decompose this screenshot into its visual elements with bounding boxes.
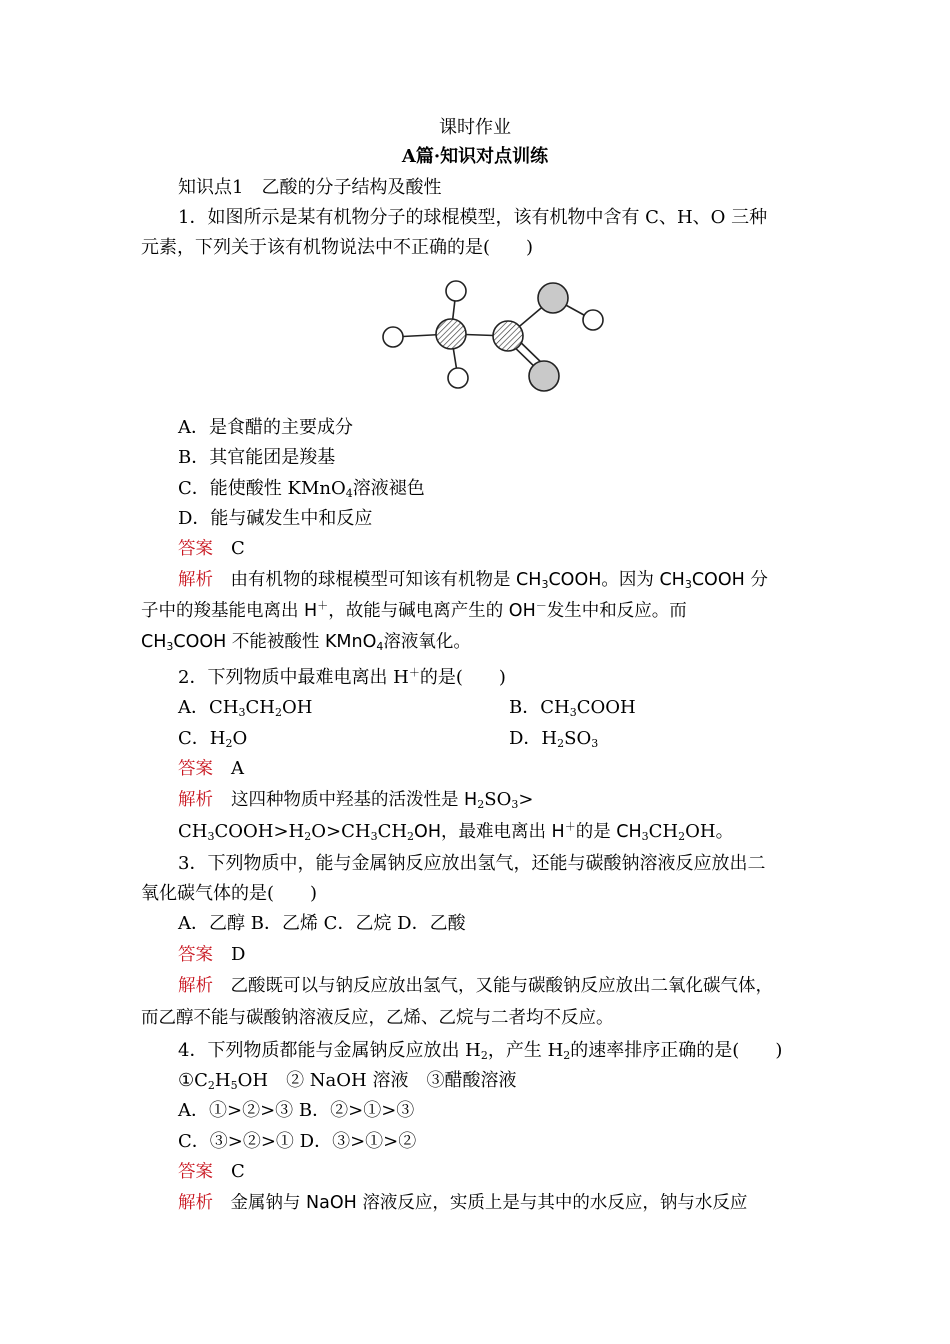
hydrogen-atom — [583, 310, 603, 330]
q1-analysis-line3: $CH_3COOH$ 不能被酸性 KMnO$_4$溶液氧化。 — [141, 632, 471, 653]
q2-answer: 答案 A — [178, 758, 244, 779]
q1-stem-line1: 1．如图所示是某有机物分子的球棍模型，该有机物中含有 C、H、O 三种 — [178, 207, 768, 228]
analysis-label: 解析 — [178, 570, 213, 590]
hydrogen-atom — [446, 281, 466, 301]
q1-option-a: A．是食醋的主要成分 — [178, 417, 353, 438]
q2-stem: 2．下列物质中最难电离出 H＋的是( ) — [178, 666, 506, 688]
q1-stem-line2: 元素，下列关于该有机物说法中不正确的是( ) — [141, 237, 534, 258]
q2-option-c: C．$H_2O$ — [178, 728, 248, 750]
q3-analysis-line2: 而乙醇不能与碳酸钠溶液反应，乙烯、乙烷与二者均不反应。 — [141, 1008, 614, 1028]
page-title: 课时作业 — [439, 117, 511, 138]
hydrogen-atom — [383, 327, 403, 347]
q1-option-d: D．能与碱发生中和反应 — [178, 508, 373, 529]
answer-label: 答案 — [178, 945, 213, 965]
q2-option-a: A．$CH_3CH_2OH$ — [178, 697, 313, 719]
oxygen-atom — [529, 361, 559, 391]
answer-label: 答案 — [178, 759, 213, 779]
oxygen-atom — [538, 283, 568, 313]
carbon-atom — [493, 321, 523, 351]
q1-analysis-line1: 解析 由有机物的球棍模型可知该有机物是 $CH_3COOH$。因为 $CH_3COOH$ 分 — [178, 570, 768, 591]
q3-analysis-line1: 解析 乙酸既可以与钠反应放出氢气，又能与碳酸钠反应放出二氧化碳气体， — [178, 976, 773, 996]
hydrogen-atom — [448, 368, 468, 388]
analysis-label: 解析 — [178, 976, 213, 996]
analysis-label: 解析 — [178, 1193, 213, 1213]
q2-analysis-line1: 解析 这四种物质中羟基的活泼性是 $H_2SO_3>$ — [178, 789, 534, 811]
q4-stem: 4．下列物质都能与金属钠反应放出 $H_2$，产生 $H_2$的速率排序正确的是( ) — [178, 1040, 783, 1062]
ball-and-stick-model-figure — [370, 266, 618, 406]
q4-answer: 答案 C — [178, 1161, 245, 1182]
analysis-label: 解析 — [178, 790, 213, 810]
topic-heading: 知识点1 乙酸的分子结构及酸性 — [178, 177, 442, 198]
answer-label: 答案 — [178, 1162, 213, 1182]
q3-stem-line1: 3．下列物质中，能与金属钠反应放出氢气，还能与碳酸钠溶液反应放出二 — [178, 853, 766, 874]
q1-answer: 答案 C — [178, 538, 245, 559]
carbon-atom — [436, 319, 466, 349]
q1-option-c: C．能使酸性 KMnO$_4$溶液褪色 — [178, 478, 425, 500]
q4-items: $①C_2H_5OH$ ② NaOH 溶液 ③醋酸溶液 — [178, 1070, 517, 1092]
q1-option-b: B．其官能团是羧基 — [178, 447, 336, 468]
q4-options-line2: C．③>②>① D．③>①>② — [178, 1131, 417, 1152]
q2-option-b: B．$CH_3COOH$ — [509, 697, 636, 719]
q4-analysis-line1: 解析 金属钠与 NaOH 溶液反应，实质上是与其中的水反应，钠与水反应 — [178, 1193, 748, 1213]
q2-analysis-line2: $CH_3COOH>H_2O>CH_3CH_2OH$，最难电离出 H＋的是 $CH_3CH_2OH$。 — [178, 820, 734, 843]
q3-options: A．乙醇 B．乙烯 C．乙烷 D．乙酸 — [178, 913, 466, 934]
section-heading: A篇·知识对点训练 — [401, 146, 549, 167]
q1-analysis-line2: 子中的羧基能电离出 H＋，故能与碱电离产生的 OH－发生中和反应。而 — [141, 599, 687, 621]
answer-label: 答案 — [178, 539, 213, 559]
q4-options-line1: A．①>②>③ B．②>①>③ — [178, 1100, 415, 1121]
q3-answer: 答案 D — [178, 944, 246, 965]
q2-option-d: D．$H_2SO_3$ — [509, 728, 599, 750]
q3-stem-line2: 氧化碳气体的是( ) — [141, 883, 318, 904]
